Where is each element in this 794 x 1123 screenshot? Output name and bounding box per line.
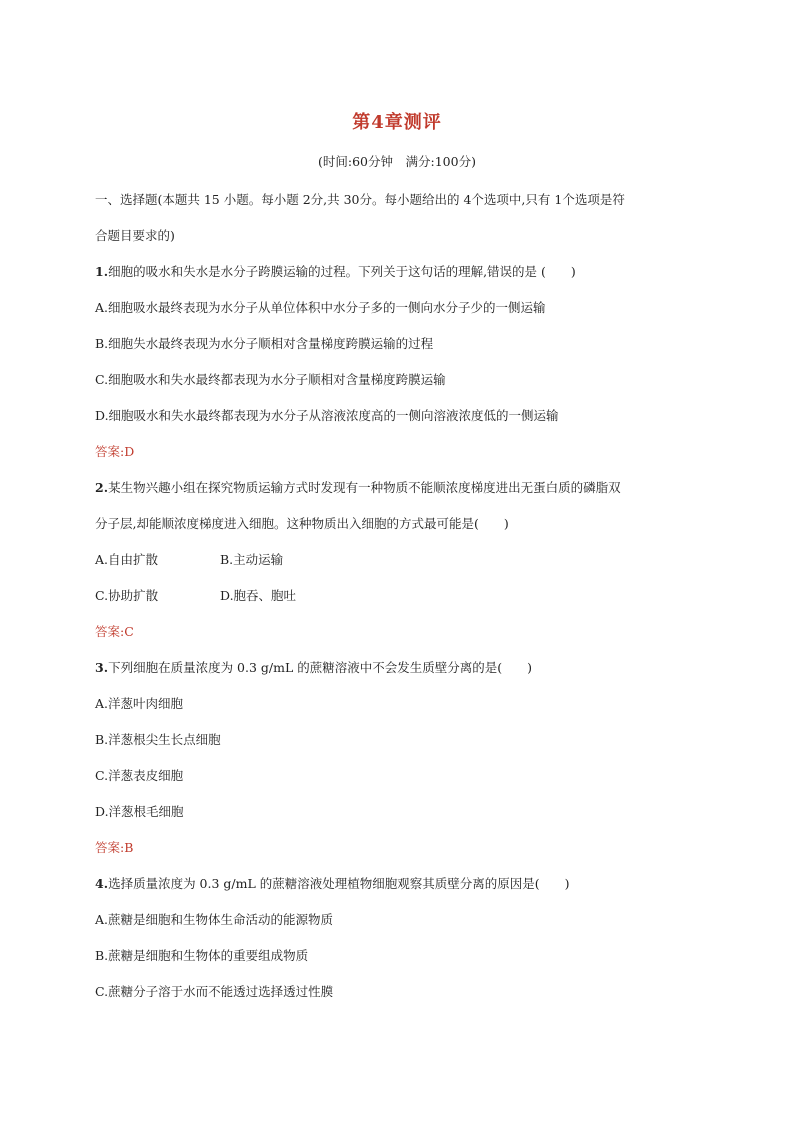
q1-option-b: B.细胞失水最终表现为水分子顺相对含量梯度跨膜运输的过程 [95,336,434,351]
page-title: 第4章测评 [352,112,442,133]
question-text: 下列细胞在质量浓度为 0.3 g/mL 的蔗糖溶液中不会发生质壁分离的是( ) [108,660,532,675]
q2-options-row1 [95,550,714,568]
question-number: 2. [95,480,109,495]
q4-option-a: A.蔗糖是细胞和生物体生命活动的能源物质 [95,912,334,927]
question-text: 细胞的吸水和失水是水分子跨膜运输的过程。下列关于这句话的理解,错误的是 ( ) [108,264,576,279]
q2-options-row2 [95,586,714,604]
question-3-stem [95,658,714,676]
q2-option-d: D.胞吞、胞吐 [220,588,297,603]
q4-option-c: C.蔗糖分子溶于水而不能透过选择透过性膜 [95,984,334,999]
question-number: 1. [95,264,109,279]
q1-option-a: A.细胞吸水最终表现为水分子从单位体积中水分子多的一侧向水分子少的一侧运输 [95,300,546,315]
q1-option-c: C.细胞吸水和失水最终都表现为水分子顺相对含量梯度跨膜运输 [95,372,446,387]
q2-answer: 答案:C [95,624,134,639]
exam-info: (时间:60分钟 满分:100分) [318,154,476,169]
question-number: 4. [95,876,109,891]
q3-option-b: B.洋葱根尖生长点细胞 [95,732,221,747]
q3-answer: 答案:B [95,840,134,855]
question-text: 选择质量浓度为 0.3 g/mL 的蔗糖溶液处理植物细胞观察其质壁分离的原因是( ) [108,876,570,891]
q3-option-c: C.洋葱表皮细胞 [95,768,184,783]
question-2-stem-line1 [95,478,714,496]
question-2-stem-line2: 分子层,却能顺浓度梯度进入细胞。这种物质出入细胞的方式最可能是( ) [95,516,509,531]
q1-answer: 答案:D [95,444,135,459]
q1-option-d: D.细胞吸水和失水最终都表现为水分子从溶液浓度高的一侧向溶液浓度低的一侧运输 [95,408,559,423]
question-text: 某生物兴趣小组在探究物质运输方式时发现有一种物质不能顺浓度梯度进出无蛋白质的磷脂双 [108,480,621,495]
q2-option-c: C.协助扩散 [95,588,159,603]
q3-option-d: D.洋葱根毛细胞 [95,804,184,819]
section-heading-line2: 合题目要求的) [95,228,175,243]
q4-option-b: B.蔗糖是细胞和生物体的重要组成物质 [95,948,309,963]
section-heading-line1: 一、选择题(本题共 15 小题。每小题 2分,共 30分。每小题给出的 4个选项中,只有 1个选项是符 [95,192,625,207]
q2-option-b: B.主动运输 [220,552,284,567]
question-number: 3. [95,660,109,675]
question-1-stem [95,262,714,280]
question-4-stem [95,874,714,892]
q3-option-a: A.洋葱叶肉细胞 [95,696,184,711]
q2-option-a: A.自由扩散 [95,552,159,567]
